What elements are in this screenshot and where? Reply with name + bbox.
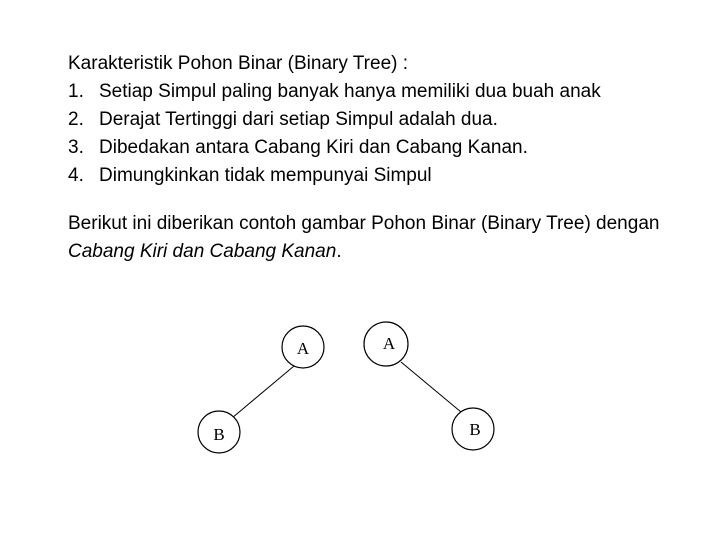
left-tree-root-label: A [296, 339, 310, 358]
list-text: Setiap Simpul paling banyak hanya memiliki dua buah anak [99, 81, 601, 102]
list-number: 2. [68, 109, 84, 130]
list-number: 1. [68, 81, 84, 102]
right-tree-child-label: B [469, 420, 481, 439]
list-number: 4. [68, 165, 84, 186]
list-number: 3. [68, 137, 84, 158]
list-text: Derajat Tertinggi dari setiap Simpul adalah dua. [99, 109, 498, 130]
heading: Karakteristik Pohon Binar (Binary Tree) : [68, 53, 409, 74]
paragraph-emphasis: Cabang Kiri dan Cabang Kanan [68, 241, 337, 262]
paragraph-text: Berikut ini diberikan contoh gambar Pohon Binar (Binary Tree) dengan [68, 213, 660, 234]
right-tree [364, 322, 494, 450]
left-tree-child-label: B [213, 425, 225, 444]
left-tree [198, 326, 324, 453]
right-tree-root-label: A [382, 334, 396, 353]
paragraph-end: . [336, 241, 342, 262]
list-text: Dibedakan antara Cabang Kiri dan Cabang Kanan. [99, 137, 528, 158]
left-branch-edge [232, 366, 294, 418]
right-branch-edge [401, 362, 461, 412]
list-text: Dimungkinkan tidak mempunyai Simpul [99, 165, 432, 186]
